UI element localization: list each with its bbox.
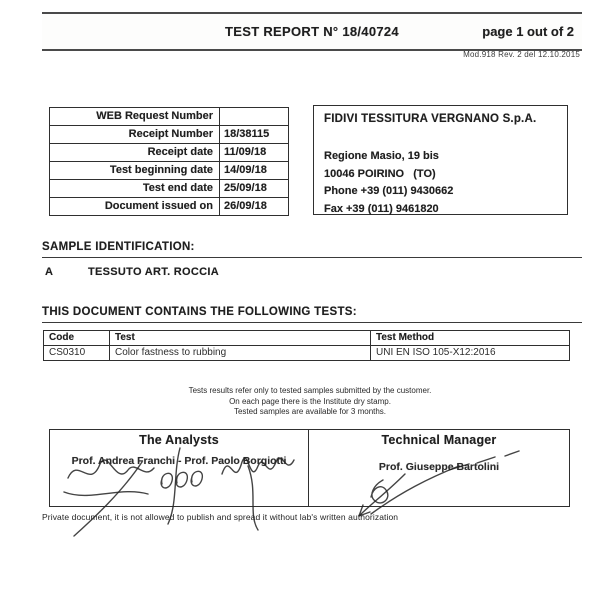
technical-manager-signature-box (309, 430, 569, 506)
row-label: Receipt date (147, 146, 213, 158)
table-row (50, 143, 288, 161)
report-header-band (42, 12, 582, 51)
tests-section-heading: THIS DOCUMENT CONTAINS THE FOLLOWING TESTS: (42, 306, 582, 323)
tests-table-data-row (44, 346, 569, 360)
sample-item (45, 266, 219, 278)
technical-manager-title: Technical Manager (381, 433, 497, 447)
page-indicator: page 1 out of 2 (482, 24, 574, 39)
report-title: TEST REPORT N° 18/40724 (225, 24, 399, 39)
customer-name: FIDIVI TESSITURA VERGNANO S.p.A. (324, 113, 537, 125)
table-row (50, 179, 288, 197)
customer-fax: Fax +39 (011) 9461820 (324, 202, 439, 215)
customer-city: 10046 POIRINO (TO) (324, 167, 436, 180)
test-code: CS0310 (49, 347, 86, 358)
table-row (50, 197, 288, 215)
row-label: Test beginning date (109, 164, 213, 176)
column-header-method: Test Method (370, 331, 569, 345)
row-value (219, 108, 288, 125)
row-label: Test end date (142, 182, 213, 194)
customer-address-box (313, 105, 568, 215)
tests-table (43, 330, 570, 361)
row-value: 26/09/18 (219, 198, 288, 215)
signature-boxes (49, 429, 570, 507)
tests-table-header-row (44, 331, 569, 346)
table-row (50, 108, 288, 125)
note-line: On each page there is the Institute dry stamp. (229, 396, 391, 406)
disclaimer-notes (90, 386, 530, 418)
test-method: UNI EN ISO 105-X12:2016 (370, 346, 569, 360)
sample-description: TESSUTO ART. ROCCIA (88, 266, 219, 278)
sample-identification-heading: SAMPLE IDENTIFICATION: (42, 241, 582, 258)
table-row (50, 125, 288, 143)
row-label: Document issued on (104, 200, 213, 212)
customer-street: Regione Masio, 19 bis (324, 150, 439, 162)
row-label: Receipt Number (128, 128, 213, 140)
customer-phone: Phone +39 (011) 9430662 (324, 185, 454, 197)
request-info-table (49, 107, 289, 216)
row-value: 25/09/18 (219, 180, 288, 197)
technical-manager-name: Prof. Giuseppe Bartolini (378, 461, 500, 473)
customer-address-lines (324, 148, 453, 218)
row-value: 11/09/18 (219, 144, 288, 161)
confidentiality-note: Private document, it is not allowed to publish and spread it without lab's written authorization (42, 512, 399, 522)
row-label: WEB Request Number (96, 110, 213, 122)
sample-code: A (45, 266, 53, 278)
analysts-title: The Analysts (139, 433, 219, 447)
note-line: Tests results refer only to tested samples submitted by the customer. (188, 386, 432, 395)
note-line: Tested samples are available for 3 months. (233, 407, 387, 416)
analysts-names: Prof. Andrea Franchi - Prof. Paolo Borgiotti (71, 455, 287, 467)
form-revision-note: Mod.918 Rev. 2 del 12.10.2015 (463, 50, 580, 59)
column-header-code: Code (49, 332, 74, 343)
test-name: Color fastness to rubbing (109, 346, 370, 360)
row-value: 14/09/18 (219, 162, 288, 179)
column-header-test: Test (109, 331, 370, 345)
table-row (50, 161, 288, 179)
analysts-signature-box (50, 430, 309, 506)
row-value: 18/38115 (219, 126, 288, 143)
